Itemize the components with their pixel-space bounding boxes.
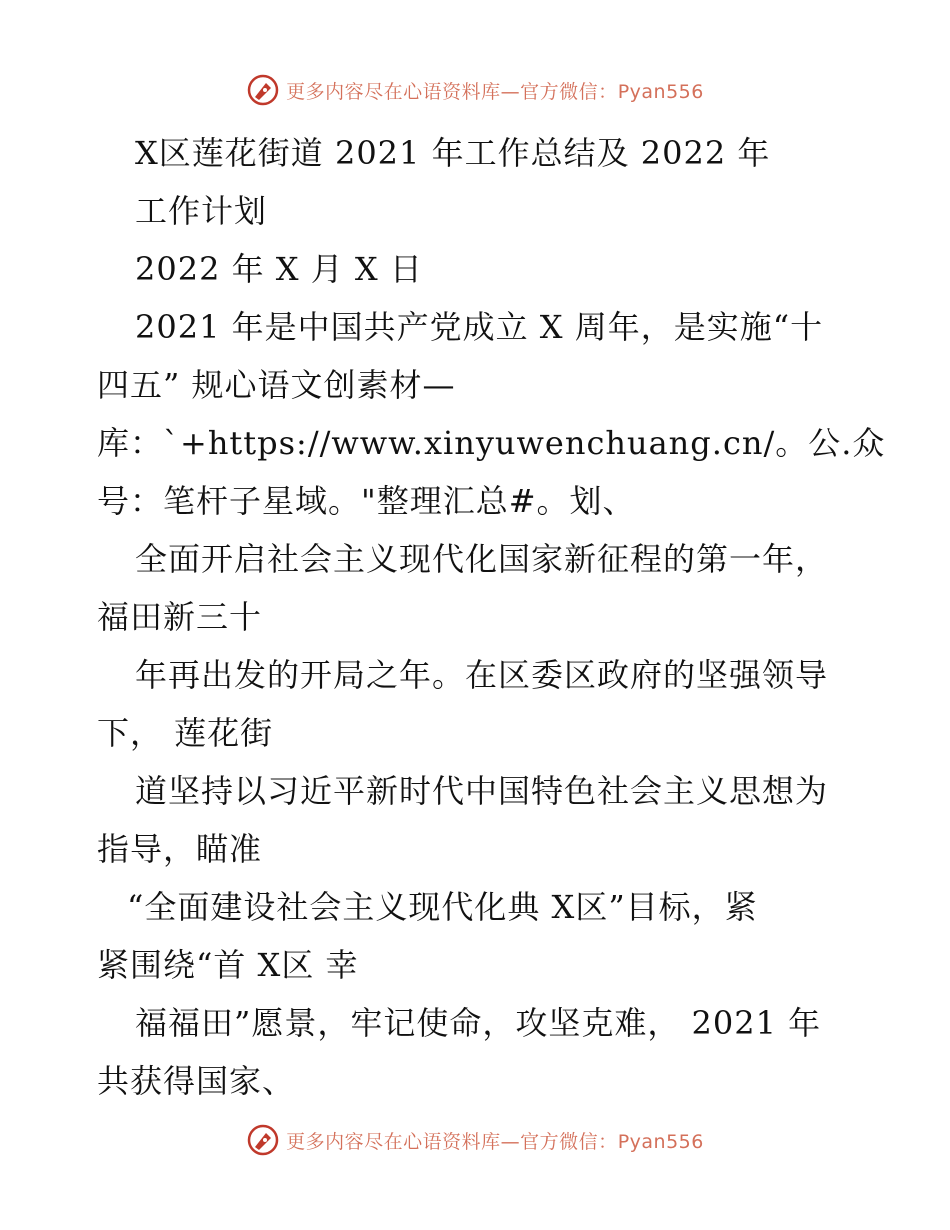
doc-paragraph-line: 道坚持以习近平新时代中国特色社会主义思想为 <box>135 772 829 810</box>
doc-paragraph-line: 指导，瞄准 <box>97 830 263 868</box>
doc-paragraph-line: 库：`+https://www.xinyuwenchuang.cn/。公.众 <box>97 424 886 462</box>
doc-title-line-2: 工作计划 <box>135 192 268 230</box>
doc-paragraph-line: 福福田”愿景，牢记使命，攻坚克难， 2021 年 <box>135 1004 822 1042</box>
document-body <box>97 124 886 1110</box>
doc-paragraph-line: 年再出发的开局之年。在区委区政府的坚强领导 <box>135 656 829 694</box>
header-watermark <box>0 70 950 110</box>
doc-paragraph-line: 四五” 规心语文创素材— <box>97 366 456 404</box>
doc-paragraph-line: 下， 莲花街 <box>97 714 274 752</box>
doc-paragraph-line: 全面开启社会主义现代化国家新征程的第一年， <box>135 540 829 578</box>
doc-title-line-1: X区莲花街道 2021 年工作总结及 2022 年 <box>135 134 771 172</box>
doc-paragraph-line: 共获得国家、 <box>97 1062 296 1100</box>
footer-watermark <box>0 1120 950 1160</box>
watermark-text: 更多内容尽在心语资料库—官方微信：Pyan556 <box>286 80 704 103</box>
watermark-text: 更多内容尽在心语资料库—官方微信：Pyan556 <box>286 1130 704 1153</box>
pen-nib-logo-icon <box>246 73 280 107</box>
pen-nib-logo-icon <box>246 1123 280 1157</box>
doc-paragraph-line: 2021 年是中国共产党成立 X 周年，是实施“十 <box>135 308 824 346</box>
doc-paragraph-line: 号：笔杆子星域。"整理汇总#。划、 <box>97 482 636 520</box>
doc-paragraph-line: “全面建设社会主义现代化典 X区”目标，紧 <box>127 888 758 926</box>
doc-date: 2022 年 X 月 X 日 <box>135 250 423 288</box>
doc-paragraph-line: 福田新三十 <box>97 598 263 636</box>
doc-paragraph-line: 紧围绕“首 X区 幸 <box>97 946 359 984</box>
